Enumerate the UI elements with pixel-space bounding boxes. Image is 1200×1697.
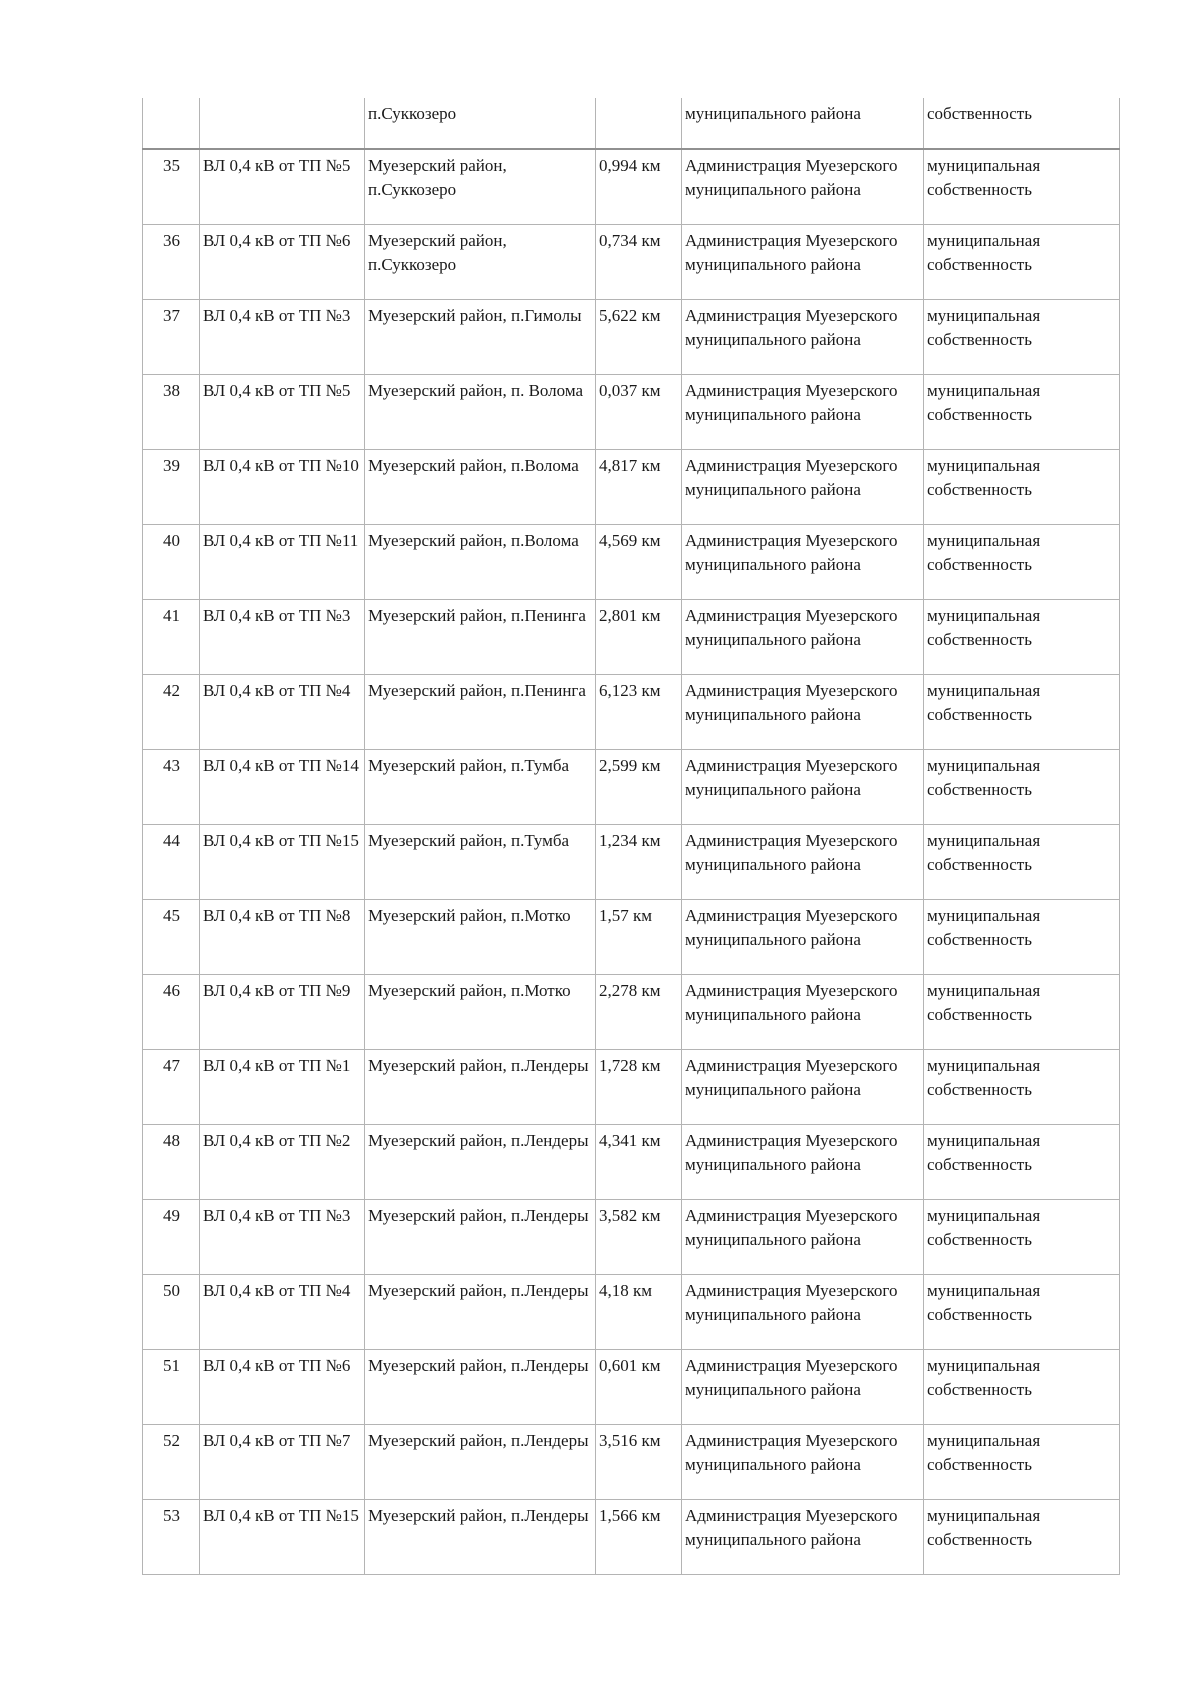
cell-location: Муезерский район, п.Волома bbox=[365, 450, 596, 525]
cell-owner: Администрация Муезерского муниципального района bbox=[682, 149, 924, 225]
cell-right: муниципальная собственность bbox=[924, 825, 1120, 900]
cell-location: Муезерский район, п.Пенинга bbox=[365, 675, 596, 750]
table-row bbox=[143, 825, 1120, 900]
table-row bbox=[143, 450, 1120, 525]
table-row bbox=[143, 1050, 1120, 1125]
cell-owner: Администрация Муезерского муниципального района bbox=[682, 975, 924, 1050]
cell-number: 42 bbox=[143, 675, 200, 750]
cell-number bbox=[143, 98, 200, 149]
cell-location: Муезерский район, п.Волома bbox=[365, 525, 596, 600]
cell-right: муниципальная собственность bbox=[924, 750, 1120, 825]
cell-right: муниципальная собственность bbox=[924, 149, 1120, 225]
cell-name: ВЛ 0,4 кВ от ТП №3 bbox=[200, 600, 365, 675]
cell-name: ВЛ 0,4 кВ от ТП №7 bbox=[200, 1425, 365, 1500]
cell-location: Муезерский район, п.Тумба bbox=[365, 750, 596, 825]
cell-length bbox=[596, 98, 682, 149]
cell-length: 4,817 км bbox=[596, 450, 682, 525]
cell-right: муниципальная собственность bbox=[924, 1500, 1120, 1575]
table-row bbox=[143, 975, 1120, 1050]
cell-name: ВЛ 0,4 кВ от ТП №8 bbox=[200, 900, 365, 975]
cell-owner: Администрация Муезерского муниципального района bbox=[682, 825, 924, 900]
cell-name: ВЛ 0,4 кВ от ТП №1 bbox=[200, 1050, 365, 1125]
cell-name: ВЛ 0,4 кВ от ТП №6 bbox=[200, 1350, 365, 1425]
cell-length: 3,516 км bbox=[596, 1425, 682, 1500]
cell-owner: Администрация Муезерского муниципального района bbox=[682, 1350, 924, 1425]
cell-name: ВЛ 0,4 кВ от ТП №15 bbox=[200, 825, 365, 900]
cell-number: 45 bbox=[143, 900, 200, 975]
cell-location: Муезерский район, п.Мотко bbox=[365, 900, 596, 975]
cell-length: 2,599 км bbox=[596, 750, 682, 825]
cell-length: 0,037 км bbox=[596, 375, 682, 450]
cell-owner: Администрация Муезерского муниципального района bbox=[682, 1275, 924, 1350]
cell-right: муниципальная собственность bbox=[924, 675, 1120, 750]
cell-location: Муезерский район, п.Лендеры bbox=[365, 1350, 596, 1425]
cell-owner: Администрация Муезерского муниципального района bbox=[682, 525, 924, 600]
cell-name: ВЛ 0,4 кВ от ТП №3 bbox=[200, 1200, 365, 1275]
cell-name: ВЛ 0,4 кВ от ТП №15 bbox=[200, 1500, 365, 1575]
cell-number: 35 bbox=[143, 149, 200, 225]
cell-right: муниципальная собственность bbox=[924, 450, 1120, 525]
cell-location: Муезерский район, п.Лендеры bbox=[365, 1050, 596, 1125]
cell-location: Муезерский район, п.Лендеры bbox=[365, 1200, 596, 1275]
cell-right: муниципальная собственность bbox=[924, 1350, 1120, 1425]
table-row bbox=[143, 149, 1120, 225]
cell-right: муниципальная собственность bbox=[924, 225, 1120, 300]
registry-body bbox=[143, 98, 1120, 1575]
table-row bbox=[143, 1500, 1120, 1575]
cell-right: муниципальная собственность bbox=[924, 1200, 1120, 1275]
cell-owner: Администрация Муезерского муниципального района bbox=[682, 1050, 924, 1125]
cell-right: муниципальная собственность bbox=[924, 1125, 1120, 1200]
cell-location: Муезерский район, п. Волома bbox=[365, 375, 596, 450]
table-row bbox=[143, 600, 1120, 675]
cell-number: 46 bbox=[143, 975, 200, 1050]
cell-location: п.Суккозеро bbox=[365, 98, 596, 149]
cell-owner: Администрация Муезерского муниципального района bbox=[682, 225, 924, 300]
cell-owner: Администрация Муезерского муниципального района bbox=[682, 675, 924, 750]
cell-number: 37 bbox=[143, 300, 200, 375]
cell-name: ВЛ 0,4 кВ от ТП №3 bbox=[200, 300, 365, 375]
table-row bbox=[143, 525, 1120, 600]
cell-number: 49 bbox=[143, 1200, 200, 1275]
table-row bbox=[143, 750, 1120, 825]
cell-number: 48 bbox=[143, 1125, 200, 1200]
cell-name: ВЛ 0,4 кВ от ТП №4 bbox=[200, 1275, 365, 1350]
cell-number: 40 bbox=[143, 525, 200, 600]
cell-owner: Администрация Муезерского муниципального района bbox=[682, 600, 924, 675]
cell-owner: Администрация Муезерского муниципального района bbox=[682, 1500, 924, 1575]
cell-number: 41 bbox=[143, 600, 200, 675]
cell-name: ВЛ 0,4 кВ от ТП №5 bbox=[200, 149, 365, 225]
cell-name: ВЛ 0,4 кВ от ТП №14 bbox=[200, 750, 365, 825]
cell-location: Муезерский район, п.Лендеры bbox=[365, 1125, 596, 1200]
cell-location: Муезерский район, п.Мотко bbox=[365, 975, 596, 1050]
cell-number: 50 bbox=[143, 1275, 200, 1350]
cell-number: 38 bbox=[143, 375, 200, 450]
cell-location: Муезерский район, п.Лендеры bbox=[365, 1275, 596, 1350]
cell-number: 52 bbox=[143, 1425, 200, 1500]
table-row bbox=[143, 225, 1120, 300]
cell-length: 1,234 км bbox=[596, 825, 682, 900]
cell-right: муниципальная собственность bbox=[924, 300, 1120, 375]
table-row bbox=[143, 675, 1120, 750]
cell-length: 6,123 км bbox=[596, 675, 682, 750]
cell-number: 47 bbox=[143, 1050, 200, 1125]
cell-number: 53 bbox=[143, 1500, 200, 1575]
cell-length: 1,728 км bbox=[596, 1050, 682, 1125]
cell-length: 2,278 км bbox=[596, 975, 682, 1050]
cell-length: 0,734 км bbox=[596, 225, 682, 300]
cell-length: 4,341 км bbox=[596, 1125, 682, 1200]
table-row bbox=[143, 1125, 1120, 1200]
cell-location: Муезерский район, п.Суккозеро bbox=[365, 225, 596, 300]
table-row bbox=[143, 375, 1120, 450]
cell-length: 4,569 км bbox=[596, 525, 682, 600]
cell-name: ВЛ 0,4 кВ от ТП №2 bbox=[200, 1125, 365, 1200]
cell-number: 44 bbox=[143, 825, 200, 900]
cell-right: муниципальная собственность bbox=[924, 900, 1120, 975]
cell-number: 36 bbox=[143, 225, 200, 300]
table-row bbox=[143, 1275, 1120, 1350]
cell-location: Муезерский район, п.Пенинга bbox=[365, 600, 596, 675]
cell-length: 1,566 км bbox=[596, 1500, 682, 1575]
cell-right: муниципальная собственность bbox=[924, 375, 1120, 450]
cell-location: Муезерский район, п.Суккозеро bbox=[365, 149, 596, 225]
table-row bbox=[143, 900, 1120, 975]
table-row bbox=[143, 1200, 1120, 1275]
cell-name bbox=[200, 98, 365, 149]
continuation-row bbox=[143, 98, 1120, 149]
cell-right: собственность bbox=[924, 98, 1120, 149]
cell-number: 39 bbox=[143, 450, 200, 525]
property-registry-table bbox=[142, 98, 1120, 1575]
cell-location: Муезерский район, п.Лендеры bbox=[365, 1425, 596, 1500]
cell-location: Муезерский район, п.Гимолы bbox=[365, 300, 596, 375]
cell-length: 4,18 км bbox=[596, 1275, 682, 1350]
cell-name: ВЛ 0,4 кВ от ТП №4 bbox=[200, 675, 365, 750]
cell-length: 1,57 км bbox=[596, 900, 682, 975]
table-row bbox=[143, 1425, 1120, 1500]
cell-right: муниципальная собственность bbox=[924, 1050, 1120, 1125]
cell-owner: Администрация Муезерского муниципального района bbox=[682, 750, 924, 825]
cell-right: муниципальная собственность bbox=[924, 525, 1120, 600]
cell-name: ВЛ 0,4 кВ от ТП №6 bbox=[200, 225, 365, 300]
cell-owner: Администрация Муезерского муниципального района bbox=[682, 375, 924, 450]
cell-owner: Администрация Муезерского муниципального района bbox=[682, 1425, 924, 1500]
cell-name: ВЛ 0,4 кВ от ТП №5 bbox=[200, 375, 365, 450]
cell-length: 0,994 км bbox=[596, 149, 682, 225]
cell-number: 43 bbox=[143, 750, 200, 825]
cell-length: 3,582 км bbox=[596, 1200, 682, 1275]
cell-right: муниципальная собственность bbox=[924, 600, 1120, 675]
cell-owner: Администрация Муезерского муниципального района bbox=[682, 1125, 924, 1200]
cell-length: 0,601 км bbox=[596, 1350, 682, 1425]
cell-right: муниципальная собственность bbox=[924, 1425, 1120, 1500]
cell-owner: муниципального района bbox=[682, 98, 924, 149]
cell-name: ВЛ 0,4 кВ от ТП №10 bbox=[200, 450, 365, 525]
cell-name: ВЛ 0,4 кВ от ТП №9 bbox=[200, 975, 365, 1050]
cell-length: 2,801 км bbox=[596, 600, 682, 675]
cell-length: 5,622 км bbox=[596, 300, 682, 375]
cell-owner: Администрация Муезерского муниципального района bbox=[682, 450, 924, 525]
cell-owner: Администрация Муезерского муниципального района bbox=[682, 900, 924, 975]
cell-owner: Администрация Муезерского муниципального района bbox=[682, 1200, 924, 1275]
cell-right: муниципальная собственность bbox=[924, 975, 1120, 1050]
table-row bbox=[143, 1350, 1120, 1425]
cell-name: ВЛ 0,4 кВ от ТП №11 bbox=[200, 525, 365, 600]
cell-location: Муезерский район, п.Тумба bbox=[365, 825, 596, 900]
table-row bbox=[143, 300, 1120, 375]
cell-right: муниципальная собственность bbox=[924, 1275, 1120, 1350]
cell-owner: Администрация Муезерского муниципального района bbox=[682, 300, 924, 375]
cell-number: 51 bbox=[143, 1350, 200, 1425]
cell-location: Муезерский район, п.Лендеры bbox=[365, 1500, 596, 1575]
